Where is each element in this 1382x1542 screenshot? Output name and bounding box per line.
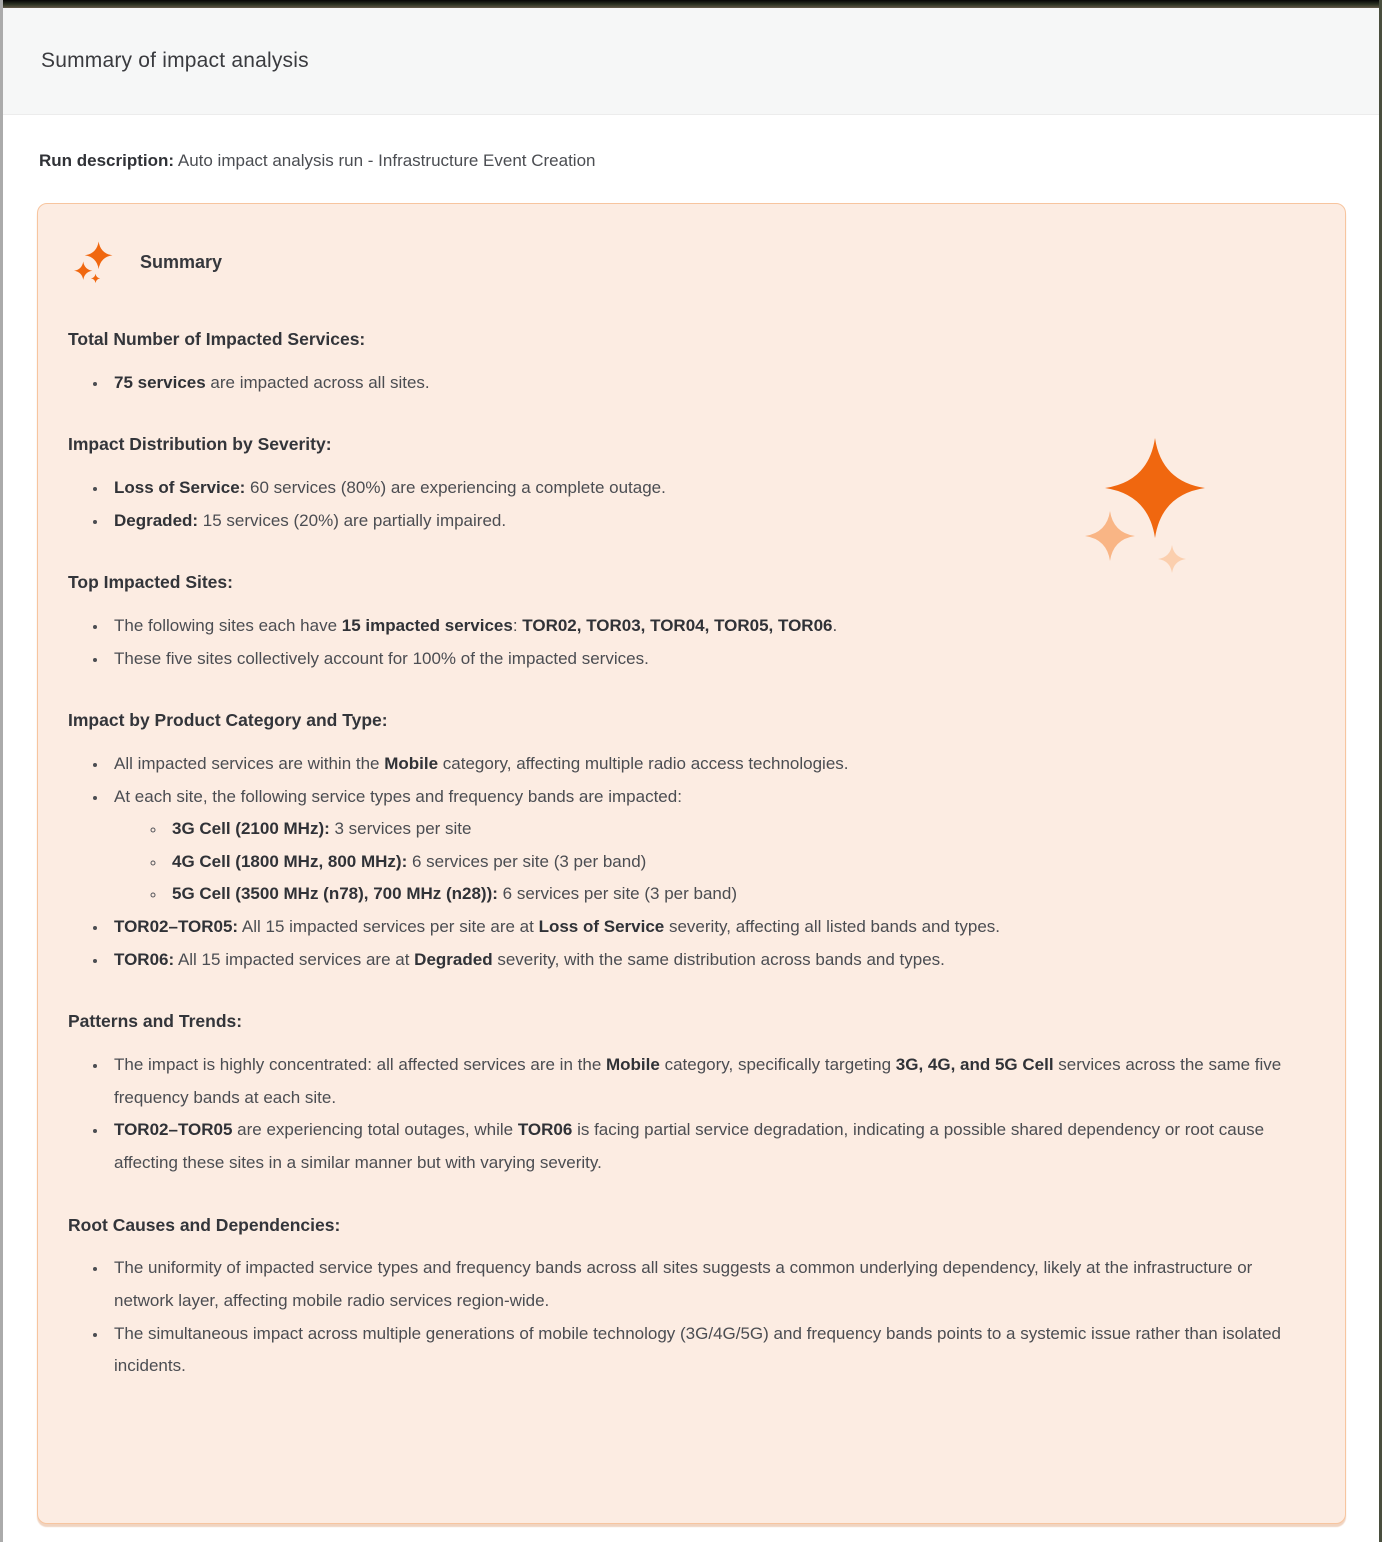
section-heading: Total Number of Impacted Services: <box>68 328 366 349</box>
section-bullet-list <box>68 1252 1315 1383</box>
bullet-item <box>108 610 1315 643</box>
text: These five sites collectively account for 100% of the impacted services. <box>114 648 649 668</box>
text: severity, with the same distribution across bands and types. <box>492 949 945 969</box>
bullet-item <box>108 781 1315 912</box>
text: The following sites each have <box>114 615 342 635</box>
bullet-item <box>108 748 1315 781</box>
text: The impact is highly concentrated: all affected services are in the <box>114 1055 606 1075</box>
bold-text: TOR06: <box>114 949 175 969</box>
bold-text: Degraded: <box>114 510 199 530</box>
section-heading: Impact Distribution by Severity: <box>68 434 332 455</box>
sub-bullet-item <box>166 846 1315 879</box>
text: services across the same five frequency bands at each site. <box>114 1055 1282 1107</box>
sub-bullet-list <box>114 813 1315 911</box>
summary-card-title: Summary <box>140 252 223 273</box>
bold-text: 3G Cell (2100 MHz): <box>172 819 330 839</box>
bullet-item <box>108 911 1315 944</box>
text: 6 services per site (3 per band) <box>497 884 737 904</box>
window-top-border <box>3 0 1379 8</box>
text: All 15 impacted services per site are at <box>238 917 539 937</box>
text: . <box>832 615 838 635</box>
bullet-item <box>108 505 1315 538</box>
bullet-item <box>108 472 1315 505</box>
bold-text: 3G, 4G, and 5G Cell <box>895 1055 1054 1075</box>
section-bullet-list <box>68 610 1315 675</box>
bold-text: 75 services <box>114 372 206 392</box>
page-title: Summary of impact analysis <box>41 49 309 72</box>
section-bullet-list <box>68 472 1315 537</box>
text: 6 services per site (3 per band) <box>407 851 647 871</box>
bullet-item <box>108 367 1315 400</box>
section-bullet-list <box>68 748 1315 976</box>
text: All impacted services are within the <box>114 753 385 773</box>
bold-text: Loss of Service <box>538 917 665 937</box>
text: All 15 impacted services are at <box>174 949 415 969</box>
panel-header <box>3 8 1379 115</box>
text: The simultaneous impact across multiple generations of mobile technology (3G/4G/5G) and frequency bands points to a systemic issue rather than isolated incidents. <box>114 1323 1281 1376</box>
section-heading: Impact by Product Category and Type: <box>68 710 388 731</box>
bullet-item <box>108 1049 1315 1114</box>
section-heading: Root Causes and Dependencies: <box>68 1214 341 1235</box>
section-heading: Top Impacted Sites: <box>68 572 233 593</box>
bold-text: TOR06 <box>517 1120 573 1140</box>
bold-text: Loss of Service: <box>114 477 246 497</box>
text: are experiencing total outages, while <box>232 1120 518 1140</box>
bold-text: Mobile <box>384 753 439 773</box>
run-description-value: Auto impact analysis run - Infrastructure Event Creation <box>177 151 596 170</box>
text: are impacted across all sites. <box>205 372 430 392</box>
bold-text: Mobile <box>606 1055 660 1075</box>
bullet-item <box>108 643 1315 676</box>
text: is facing partial service degradation, indicating a possible shared dependency or root cause affecting these sites in a similar manner but with varying severity. <box>114 1120 1265 1172</box>
text: severity, affecting all listed bands and types. <box>664 917 1001 937</box>
text: category, affecting multiple radio access technologies. <box>438 753 849 773</box>
sparkles-icon <box>74 240 114 286</box>
section-bullet-list <box>68 367 1315 400</box>
summary-card-header <box>68 240 1315 286</box>
bullet-item <box>108 1114 1315 1179</box>
bold-text: 15 impacted services <box>341 615 513 635</box>
text: The uniformity of impacted service types and frequency bands across all sites suggests a common underlying dependency, likely at the infrastructure or network layer, affecting mobile radio services region-wide. <box>114 1258 1253 1310</box>
text: category, specifically targeting <box>659 1055 896 1075</box>
run-description-label: Run description: <box>39 151 175 170</box>
sub-bullet-item <box>166 813 1315 846</box>
bold-text: 4G Cell (1800 MHz, 800 MHz): <box>172 851 408 871</box>
summary-sections <box>68 328 1315 1383</box>
bold-text: 5G Cell (3500 MHz (n78), 700 MHz (n28)): <box>172 884 498 904</box>
run-description <box>39 149 1343 173</box>
bold-text: TOR02, TOR03, TOR04, TOR05, TOR06 <box>522 615 833 635</box>
text: 15 services (20%) are partially impaired. <box>198 510 507 530</box>
section-bullet-list <box>68 1049 1315 1180</box>
bullet-item <box>108 944 1315 977</box>
bullet-item <box>108 1318 1315 1383</box>
sub-bullet-item <box>166 878 1315 911</box>
text: 60 services (80%) are experiencing a complete outage. <box>245 477 666 497</box>
section-heading: Patterns and Trends: <box>68 1011 243 1032</box>
bold-text: TOR02–TOR05 <box>114 1120 233 1140</box>
summary-card <box>37 203 1346 1524</box>
bold-text: TOR02–TOR05: <box>114 917 239 937</box>
bullet-item <box>108 1252 1315 1317</box>
text: : <box>512 615 523 635</box>
text: At each site, the following service types and frequency bands are impacted: <box>114 786 682 806</box>
bold-text: Degraded <box>414 949 493 969</box>
panel-body <box>3 149 1379 1538</box>
text: 3 services per site <box>329 819 472 839</box>
